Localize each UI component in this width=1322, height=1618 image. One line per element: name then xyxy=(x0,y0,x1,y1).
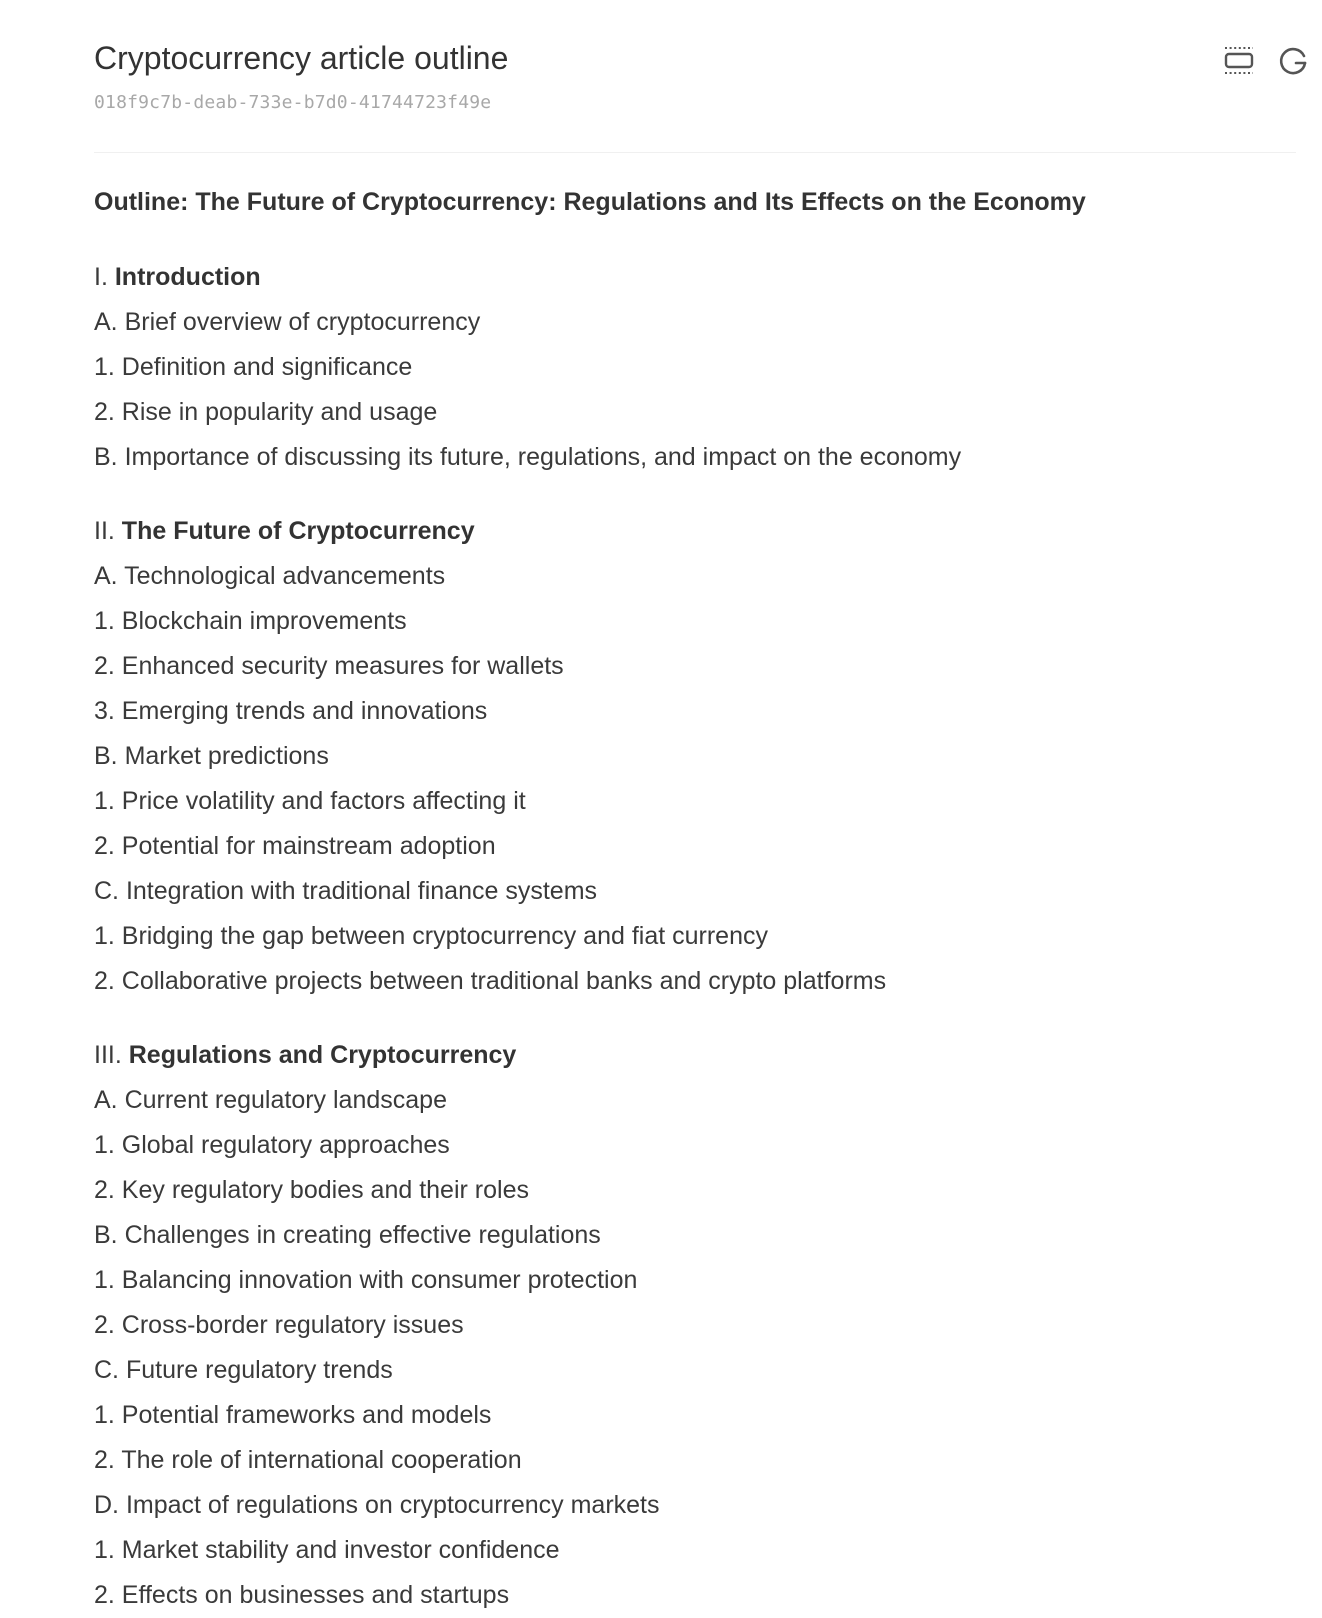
header-divider xyxy=(94,152,1296,153)
outline-item: 2. The role of international cooperation xyxy=(94,1446,522,1474)
outline-section xyxy=(94,255,1282,480)
section-heading-text: Introduction xyxy=(114,263,261,291)
outline-item: A. Technological advancements xyxy=(94,562,446,590)
outline-title: Outline: The Future of Cryptocurrency: Regulations and Its Effects on the Economy xyxy=(94,188,1086,216)
outline-item: 2. Enhanced security measures for wallets xyxy=(94,652,564,680)
outline-sections xyxy=(94,255,1282,1618)
outline-item: D. Impact of regulations on cryptocurrency markets xyxy=(94,1491,660,1519)
outline-item: 2. Cross-border regulatory issues xyxy=(94,1311,464,1339)
outline-item: A. Brief overview of cryptocurrency xyxy=(94,308,481,336)
section-heading-text: The Future of Cryptocurrency xyxy=(121,517,475,545)
outline-item: 2. Effects on businesses and startups xyxy=(94,1581,510,1609)
refresh-button[interactable] xyxy=(1276,44,1310,78)
header-actions xyxy=(1222,44,1310,78)
outline-item: 1. Global regulatory approaches xyxy=(94,1131,450,1159)
outline-item: B. Challenges in creating effective regulations xyxy=(94,1221,601,1249)
outline-item: 1. Blockchain improvements xyxy=(94,607,407,635)
outline-item: B. Importance of discussing its future, regulations, and impact on the economy xyxy=(94,443,962,471)
outline-item: 1. Price volatility and factors affecting it xyxy=(94,787,526,815)
section-numeral: I. xyxy=(94,263,108,291)
refresh-icon xyxy=(1277,45,1309,77)
document-header xyxy=(94,36,1302,113)
outline-item: 2. Collaborative projects between traditional banks and crypto platforms xyxy=(94,967,887,995)
outline-item: 1. Potential frameworks and models xyxy=(94,1401,492,1429)
document-id: 018f9c7b-deab-733e-b7d0-41744723f49e xyxy=(94,92,492,113)
outline-item: B. Market predictions xyxy=(94,742,329,770)
outline-section xyxy=(94,509,1282,1004)
outline-item: 1. Definition and significance xyxy=(94,353,413,381)
dotted-frame-icon xyxy=(1223,45,1255,77)
outline-item: A. Current regulatory landscape xyxy=(94,1086,447,1114)
view-toggle-button[interactable] xyxy=(1222,44,1256,78)
outline-item: C. Integration with traditional finance systems xyxy=(94,877,598,905)
outline-item: 1. Bridging the gap between cryptocurrency and fiat currency xyxy=(94,922,768,950)
outline-item: 1. Market stability and investor confidence xyxy=(94,1536,560,1564)
section-heading xyxy=(94,255,1282,300)
section-heading xyxy=(94,509,1282,554)
section-numeral: III. xyxy=(94,1041,122,1069)
outline-item: 2. Key regulatory bodies and their roles xyxy=(94,1176,529,1204)
outline-section xyxy=(94,1033,1282,1618)
outline-item: 3. Emerging trends and innovations xyxy=(94,697,488,725)
outline-item: 2. Potential for mainstream adoption xyxy=(94,832,496,860)
section-heading-text: Regulations and Cryptocurrency xyxy=(128,1041,517,1069)
outline-item: 1. Balancing innovation with consumer protection xyxy=(94,1266,638,1294)
outline-item: C. Future regulatory trends xyxy=(94,1356,393,1384)
outline-item: 2. Rise in popularity and usage xyxy=(94,398,438,426)
section-heading xyxy=(94,1033,1282,1078)
outline-body xyxy=(94,178,1282,1618)
section-numeral: II. xyxy=(94,517,115,545)
page-title: Cryptocurrency article outline xyxy=(94,40,509,76)
